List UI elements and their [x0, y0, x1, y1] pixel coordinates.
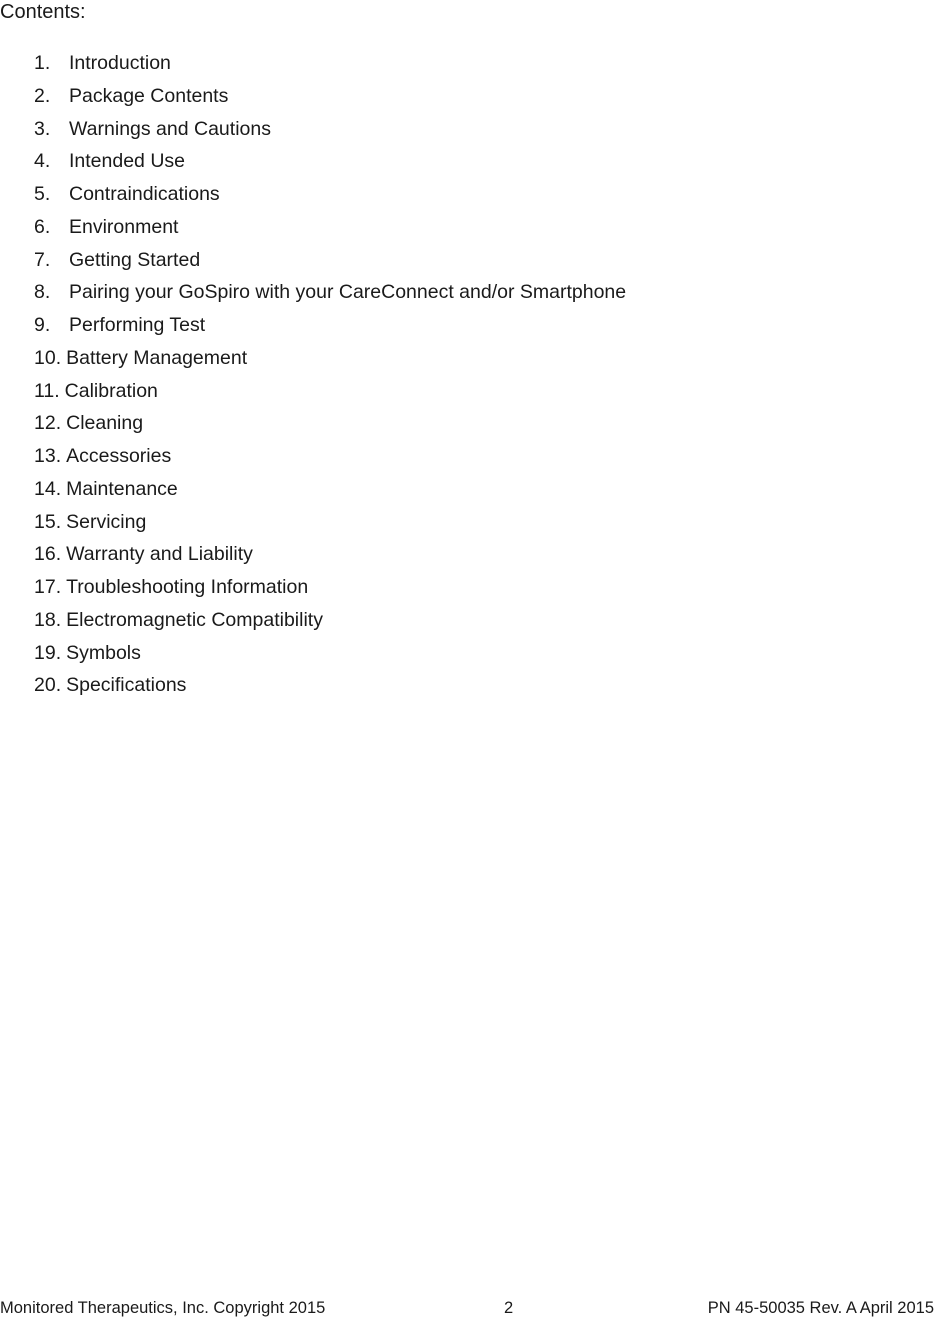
toc-item-title: Contraindications	[69, 183, 220, 205]
toc-item-number: 13.	[34, 445, 62, 467]
page-title: Contents:	[0, 1, 86, 23]
toc-item	[34, 85, 626, 118]
footer-part-number: PN 45-50035 Rev. A April 2015	[707, 1299, 934, 1317]
footer-copyright: Monitored Therapeutics, Inc. Copyright 2015	[0, 1299, 326, 1317]
toc-item-title: Introduction	[69, 52, 171, 74]
toc-item-title: Electromagnetic Compatibility	[66, 608, 323, 631]
toc-item	[34, 511, 626, 544]
toc-item	[34, 150, 626, 183]
toc-item	[34, 576, 626, 609]
toc-item-title: Troubleshooting Information	[66, 576, 309, 598]
toc-item	[34, 216, 626, 249]
toc-item	[34, 52, 626, 85]
toc-item-title: Getting Started	[69, 248, 201, 271]
toc-item-title: Intended Use	[69, 150, 186, 173]
toc-item-number: 10.	[34, 346, 62, 369]
toc-item-title: Cleaning	[66, 412, 144, 435]
toc-item-number: 7.	[34, 248, 51, 271]
toc-item	[34, 118, 626, 151]
toc-item-number: 15.	[34, 510, 62, 533]
page-footer	[0, 1297, 934, 1319]
toc-item-title: Warnings and Cautions	[69, 117, 271, 140]
toc-item-title: Warranty and Liability	[66, 543, 253, 566]
toc-item-title: Symbols	[66, 641, 141, 664]
toc-item-number: 12.	[34, 412, 62, 435]
toc-item-title: Environment	[69, 215, 179, 238]
toc-item-title: Maintenance	[66, 477, 178, 500]
toc-item-title: Accessories	[66, 445, 172, 467]
toc-item	[34, 314, 626, 347]
toc-item	[34, 249, 626, 282]
toc-item-title: Pairing your GoSpiro with your CareConnect and/or Smartphone	[69, 281, 627, 304]
toc-item-number: 19.	[34, 641, 62, 664]
toc-item-number: 5.	[34, 183, 51, 205]
footer-page-number: 2	[504, 1299, 514, 1317]
toc-item	[34, 445, 626, 478]
toc-item-number: 3.	[34, 117, 51, 140]
toc-item	[34, 642, 626, 675]
toc-item-number: 2.	[34, 84, 51, 107]
toc-item-number: 4.	[34, 150, 51, 173]
toc-item-number: 18.	[34, 608, 62, 631]
toc-item-number: 9.	[34, 314, 51, 336]
toc-item	[34, 543, 626, 576]
toc-item-number: 8.	[34, 281, 51, 304]
toc-item	[34, 412, 626, 445]
toc-item	[34, 183, 626, 216]
toc-item-title: Specifications	[66, 674, 187, 697]
toc-item	[34, 609, 626, 642]
toc-item-number: 17.	[34, 576, 62, 598]
toc-item-number: 11.	[34, 379, 60, 402]
toc-item	[34, 674, 626, 707]
toc-item	[34, 347, 626, 380]
toc-item-number: 16.	[34, 543, 62, 566]
toc-item	[34, 281, 626, 314]
toc-item-title: Calibration	[64, 379, 158, 402]
toc-item-title: Battery Management	[66, 346, 248, 369]
toc-item-title: Performing Test	[69, 314, 206, 336]
toc-item-title: Servicing	[66, 510, 147, 533]
toc-item	[34, 478, 626, 511]
toc-item-number: 14.	[34, 477, 62, 500]
toc-item-number: 1.	[34, 52, 51, 74]
toc-item-number: 6.	[34, 215, 51, 238]
toc-item-title: Package Contents	[69, 84, 229, 107]
toc-item-number: 20.	[34, 674, 62, 697]
toc-item	[34, 380, 626, 413]
table-of-contents	[34, 52, 626, 707]
